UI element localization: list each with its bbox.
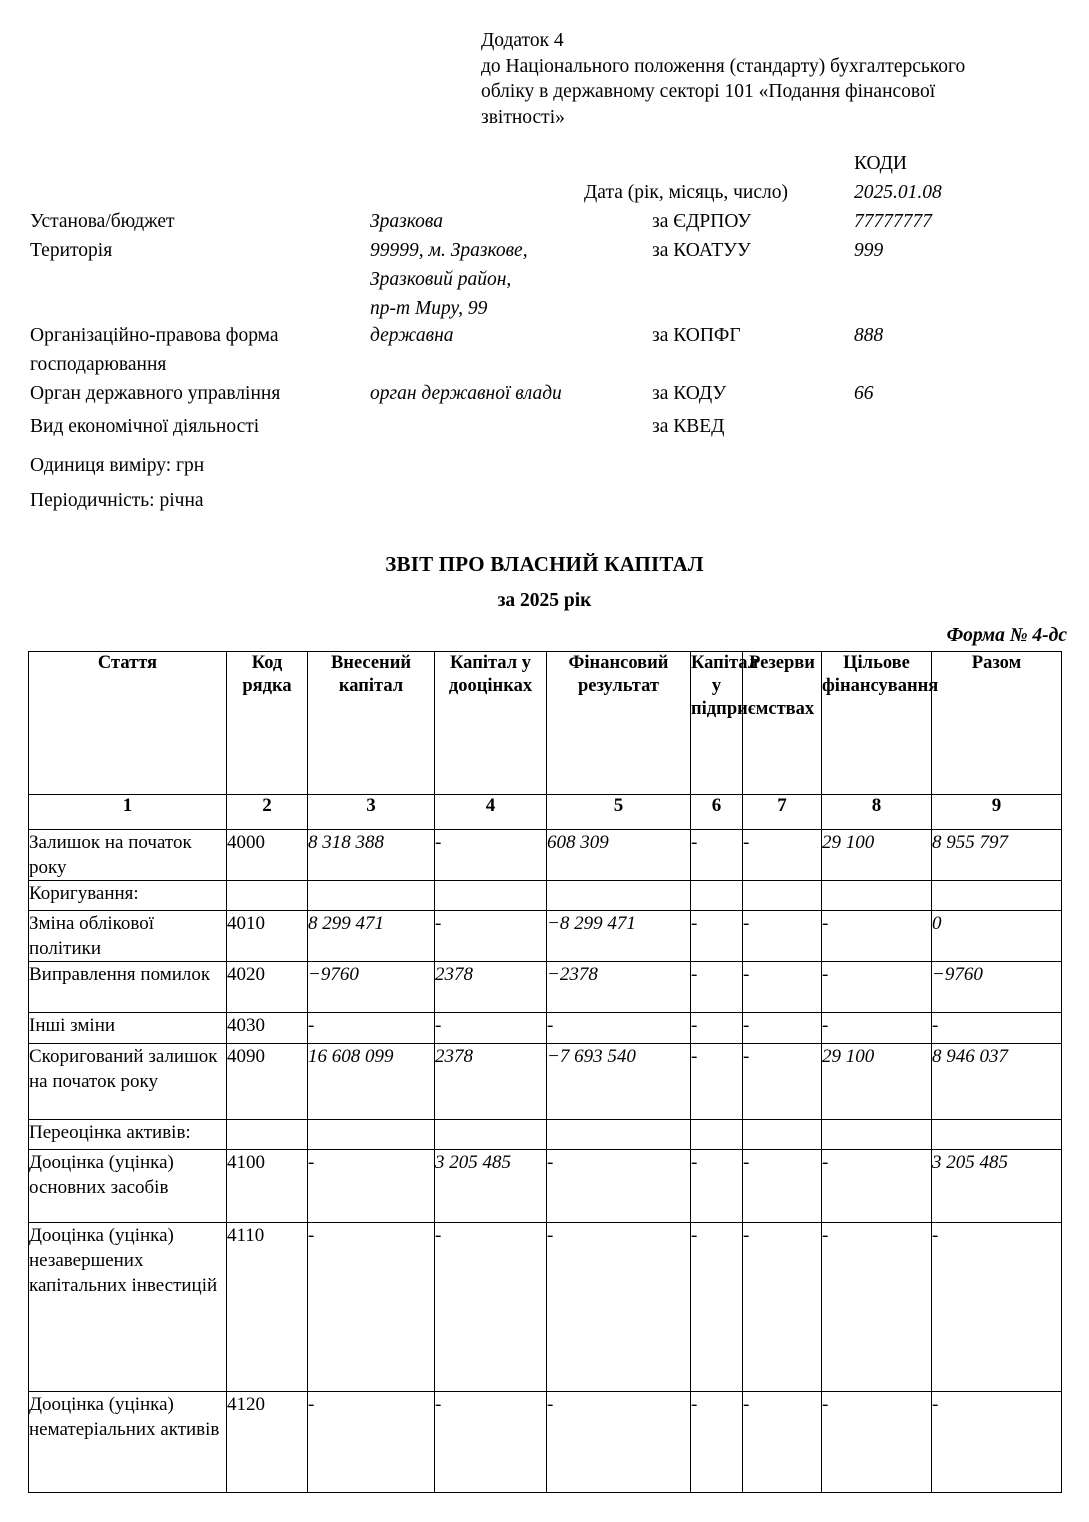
id-value-legal-form: державна	[370, 325, 454, 346]
col-number-6: 6	[691, 795, 743, 830]
table-header-row	[29, 652, 1062, 795]
table-row	[29, 1044, 1062, 1120]
row-section-adjustments: Коригування:	[29, 881, 227, 911]
id-value-territory-line3: пр-т Миру, 99	[370, 298, 488, 319]
row-article-4000: Залишок на початок року	[29, 830, 227, 881]
id-value-territory-line2: Зразковий район,	[370, 269, 512, 290]
id-code-value-koatuu: 999	[854, 240, 884, 261]
row-revaluation-col5	[547, 1120, 691, 1150]
id-label-government-body: Орган державного управління	[30, 383, 281, 404]
row-4120-col9: -	[932, 1392, 1062, 1493]
id-label-legal-form-line2: господарювання	[30, 354, 167, 375]
id-code-label-kopfg: за КОПФГ	[652, 325, 741, 346]
row-article-4100: Дооцінка (уцінка) основних засобів	[29, 1150, 227, 1223]
row-4000-col3: 8 318 388	[308, 830, 435, 881]
id-code-value-kodu: 66	[854, 383, 874, 404]
col-header-revaluation-capital: Капітал у дооцінках	[435, 652, 547, 795]
col-number-2: 2	[227, 795, 308, 830]
row-4100-col8: -	[822, 1150, 932, 1223]
row-revaluation-col8	[822, 1120, 932, 1150]
appendix-reference	[481, 28, 1021, 130]
row-adjustments-col3	[308, 881, 435, 911]
col-header-contributed-capital: Внесений капітал	[308, 652, 435, 795]
row-section-revaluation: Переоцінка активів:	[29, 1120, 227, 1150]
row-adjustments-col5	[547, 881, 691, 911]
codes-title: КОДИ	[854, 153, 908, 174]
row-4020-col3: −9760	[308, 962, 435, 1013]
row-4120-col6: -	[691, 1392, 743, 1493]
row-4090-col3: 16 608 099	[308, 1044, 435, 1120]
page-subtitle: за 2025 рік	[497, 590, 592, 611]
row-code-4000: 4000	[227, 830, 308, 881]
capital-statement-table	[28, 651, 1062, 1493]
row-code-4100: 4100	[227, 1150, 308, 1223]
col-number-5: 5	[547, 795, 691, 830]
row-article-4090: Скоригований залишок на початок року	[29, 1044, 227, 1120]
col-header-row-code: Код рядка	[227, 652, 308, 795]
row-4020-col7: -	[743, 962, 822, 1013]
id-row-legal-form	[0, 322, 1089, 351]
form-number: Форма № 4-дс	[946, 625, 1067, 646]
row-article-4020: Виправлення помилок	[29, 962, 227, 1013]
row-adjustments-col8	[822, 881, 932, 911]
row-4000-col9: 8 955 797	[932, 830, 1062, 881]
table-row	[29, 1150, 1062, 1223]
row-4020-col4: 2378	[435, 962, 547, 1013]
table-row	[29, 1013, 1062, 1044]
row-4010-col8: -	[822, 911, 932, 962]
id-code-label-koatuu: за КОАТУУ	[652, 240, 751, 261]
id-value-government-body: орган державної влади	[370, 383, 562, 404]
id-row-territory-line2	[0, 266, 1089, 295]
row-4110-col8: -	[822, 1223, 932, 1392]
row-code-4090: 4090	[227, 1044, 308, 1120]
row-revaluation-col4	[435, 1120, 547, 1150]
row-4020-col9: −9760	[932, 962, 1062, 1013]
id-code-value-kopfg: 888	[854, 325, 884, 346]
row-4120-col7: -	[743, 1392, 822, 1493]
id-row-institution	[0, 208, 1089, 237]
date-value: 2025.01.08	[854, 182, 942, 203]
row-4100-col7: -	[743, 1150, 822, 1223]
row-article-4120: Дооцінка (уцінка) нематеріальних активів	[29, 1392, 227, 1493]
row-4010-col3: 8 299 471	[308, 911, 435, 962]
row-4010-col5: −8 299 471	[547, 911, 691, 962]
row-4030-col6: -	[691, 1013, 743, 1044]
date-label: Дата (рік, місяць, число)	[584, 182, 788, 203]
row-code-4010: 4010	[227, 911, 308, 962]
row-4120-col5: -	[547, 1392, 691, 1493]
row-adjustments-col4	[435, 881, 547, 911]
page-title: ЗВІТ ПРО ВЛАСНИЙ КАПІТАЛ	[385, 552, 704, 576]
col-number-9: 9	[932, 795, 1062, 830]
row-4010-col6: -	[691, 911, 743, 962]
row-code-4020: 4020	[227, 962, 308, 1013]
row-article-4110: Дооцінка (уцінка) незавершених капітальних інвестицій	[29, 1223, 227, 1392]
row-4000-col4: -	[435, 830, 547, 881]
row-article-4010: Зміна облікової політики	[29, 911, 227, 962]
row-4030-col4: -	[435, 1013, 547, 1044]
id-label-territory: Територія	[30, 240, 113, 261]
row-4000-col6: -	[691, 830, 743, 881]
col-number-8: 8	[822, 795, 932, 830]
id-row-territory-line3	[0, 295, 1089, 324]
row-4090-col8: 29 100	[822, 1044, 932, 1120]
id-row-government-body	[0, 380, 1089, 409]
appendix-line-2: до Національного положення (стандарту) бухгалтерського обліку в державному секторі 101 «Подання фінансової звітності»	[481, 55, 966, 128]
id-row-legal-form-line2	[0, 351, 1089, 380]
col-number-4: 4	[435, 795, 547, 830]
row-4000-col7: -	[743, 830, 822, 881]
row-4020-col6: -	[691, 962, 743, 1013]
row-adjustments-col7	[743, 881, 822, 911]
row-section-adjustments-code	[227, 881, 308, 911]
id-value-institution: Зразкова	[370, 211, 443, 232]
row-4110-col3: -	[308, 1223, 435, 1392]
id-value-territory: 99999, м. Зразкове,	[370, 240, 528, 261]
row-code-4120: 4120	[227, 1392, 308, 1493]
row-revaluation-col6	[691, 1120, 743, 1150]
table-row	[29, 881, 1062, 911]
row-4020-col5: −2378	[547, 962, 691, 1013]
col-number-1: 1	[29, 795, 227, 830]
row-4030-col5: -	[547, 1013, 691, 1044]
col-header-total: Разом	[932, 652, 1062, 795]
row-4090-col6: -	[691, 1044, 743, 1120]
id-label-institution: Установа/бюджет	[30, 211, 175, 232]
row-4030-col7: -	[743, 1013, 822, 1044]
row-4090-col4: 2378	[435, 1044, 547, 1120]
row-4030-col8: -	[822, 1013, 932, 1044]
row-4110-col9: -	[932, 1223, 1062, 1392]
id-code-label-edrpou: за ЄДРПОУ	[652, 211, 752, 232]
row-4100-col9: 3 205 485	[932, 1150, 1062, 1223]
row-revaluation-col9	[932, 1120, 1062, 1150]
id-code-label-kodu: за КОДУ	[652, 383, 727, 404]
id-row-economic-activity	[0, 413, 1089, 442]
table-row	[29, 1120, 1062, 1150]
table-column-number-row	[29, 795, 1062, 830]
id-row-territory	[0, 237, 1089, 266]
row-code-4030: 4030	[227, 1013, 308, 1044]
row-4110-col5: -	[547, 1223, 691, 1392]
col-header-article: Стаття	[29, 652, 227, 795]
row-4110-col4: -	[435, 1223, 547, 1392]
row-revaluation-col3	[308, 1120, 435, 1150]
row-4010-col4: -	[435, 911, 547, 962]
row-4020-col8: -	[822, 962, 932, 1013]
row-4120-col4: -	[435, 1392, 547, 1493]
row-4110-col6: -	[691, 1223, 743, 1392]
id-label-economic-activity: Вид економічної діяльності	[30, 416, 260, 437]
table-row	[29, 962, 1062, 1013]
row-4100-col6: -	[691, 1150, 743, 1223]
row-revaluation-col7	[743, 1120, 822, 1150]
row-4030-col9: -	[932, 1013, 1062, 1044]
row-4000-col5: 608 309	[547, 830, 691, 881]
col-header-financial-result: Фінансовий результат	[547, 652, 691, 795]
id-code-value-edrpou: 77777777	[854, 211, 932, 232]
row-4120-col8: -	[822, 1392, 932, 1493]
row-article-4030: Інші зміни	[29, 1013, 227, 1044]
row-4100-col3: -	[308, 1150, 435, 1223]
row-4090-col9: 8 946 037	[932, 1044, 1062, 1120]
table-row	[29, 1223, 1062, 1392]
row-4030-col3: -	[308, 1013, 435, 1044]
row-4000-col8: 29 100	[822, 830, 932, 881]
row-4100-col4: 3 205 485	[435, 1150, 547, 1223]
row-4010-col7: -	[743, 911, 822, 962]
appendix-line-1: Додаток 4	[481, 30, 564, 51]
row-code-4110: 4110	[227, 1223, 308, 1392]
table-row	[29, 1392, 1062, 1493]
col-number-3: 3	[308, 795, 435, 830]
col-header-targeted-funding: Цільове фінансування	[822, 652, 932, 795]
row-adjustments-col6	[691, 881, 743, 911]
periodicity: Періодичність: річна	[30, 490, 204, 511]
row-4100-col5: -	[547, 1150, 691, 1223]
id-code-label-kved: за КВЕД	[652, 416, 725, 437]
row-adjustments-col9	[932, 881, 1062, 911]
row-section-revaluation-code	[227, 1120, 308, 1150]
unit-of-measure: Одиниця виміру: грн	[30, 455, 205, 476]
id-label-legal-form: Організаційно-правова форма	[30, 325, 279, 346]
row-4010-col9: 0	[932, 911, 1062, 962]
table-row	[29, 911, 1062, 962]
col-header-reserves: Резерви	[743, 652, 822, 795]
row-4110-col7: -	[743, 1223, 822, 1392]
row-4120-col3: -	[308, 1392, 435, 1493]
row-4090-col7: -	[743, 1044, 822, 1120]
col-header-capital-in-enterprises: Капітал у підприємствах	[691, 652, 743, 795]
table-row	[29, 830, 1062, 881]
col-number-7: 7	[743, 795, 822, 830]
row-4090-col5: −7 693 540	[547, 1044, 691, 1120]
